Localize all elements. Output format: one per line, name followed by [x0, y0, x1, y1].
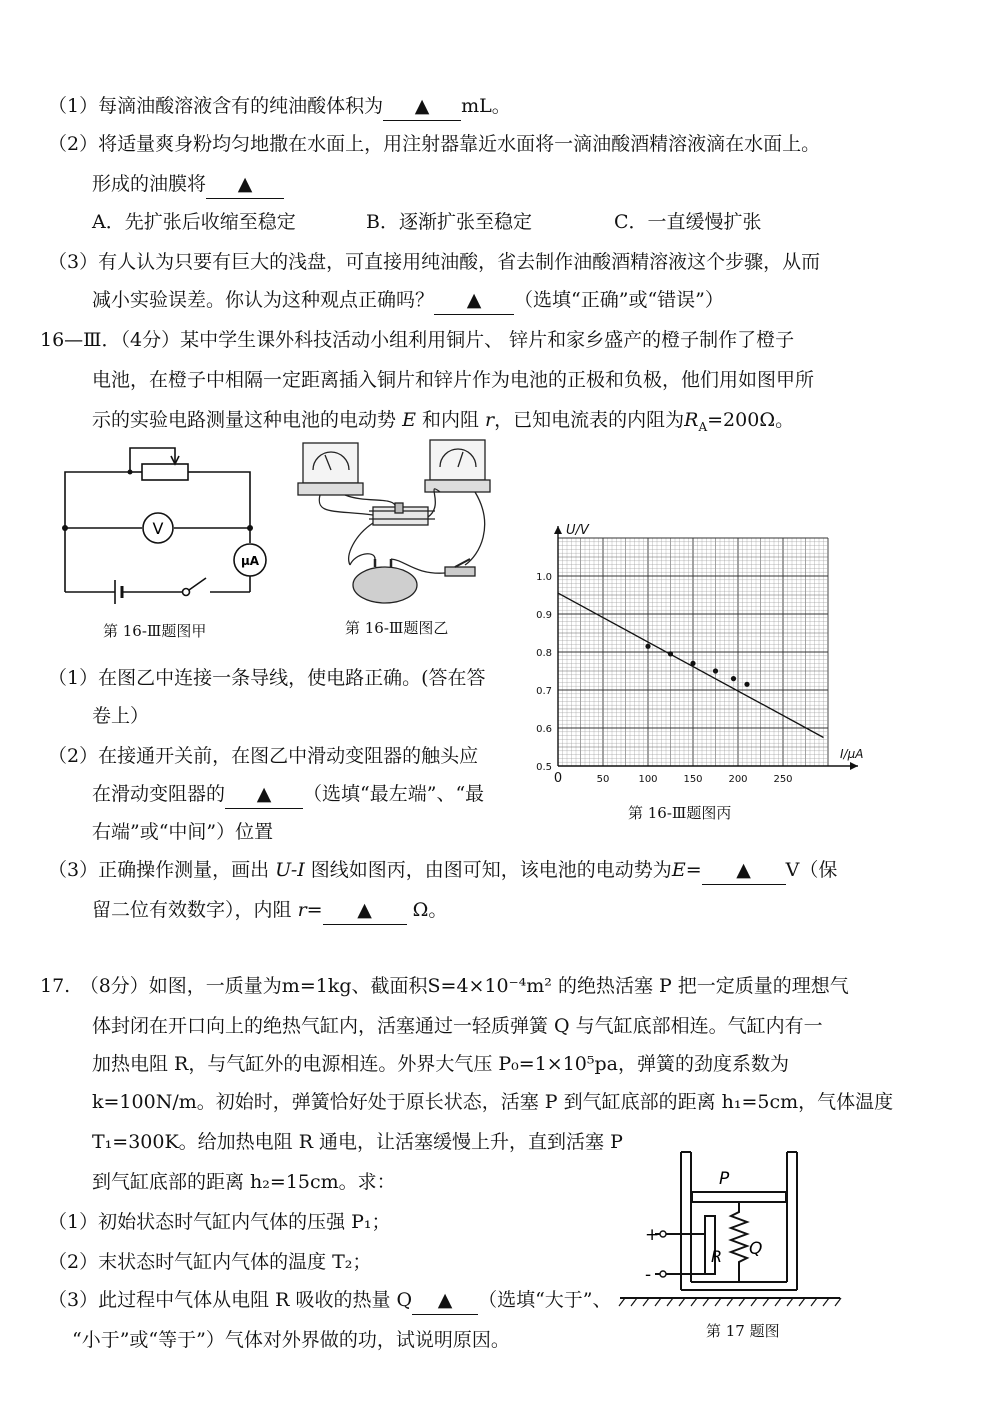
figure-caption-17: 第 17 题图 — [706, 1322, 780, 1340]
q16-head-line2: 电池，在橙子中相隔一定距离插入铜片和锌片作为电池的正极和负极，他们用如图甲所 — [92, 369, 815, 391]
x-tick-label: 50 — [596, 774, 610, 785]
q17-part1: （1）初始状态时气缸内气体的压强 P₁； — [48, 1211, 391, 1233]
answer-blank[interactable]: ▲ — [383, 92, 461, 121]
q15-part2-cont: 形成的油膜将 ▲ — [92, 170, 284, 199]
figure-caption-jia: 第 16-Ⅲ题图甲 — [103, 622, 207, 640]
apparatus-sketch-yi — [295, 435, 520, 605]
q15-part3: （3）有人认为只要有巨大的浅盘，可直接用纯油酸，省去制作油酸酒精溶液这个步骤，从而 — [48, 251, 821, 273]
q16-part3-cont: 留二位有效数字），内阻 r= ▲ Ω。 — [92, 896, 447, 925]
spring-label: Q — [749, 1239, 763, 1259]
data-point — [690, 661, 695, 666]
q16-part1-cont: 卷上） — [92, 705, 150, 727]
q15-part3-cont: 减小实验误差。你认为这种观点正确吗？ ▲ （选填“正确”或“错误”） — [92, 286, 724, 315]
q17-line4: k=100N/m。初始时，弹簧恰好处于原长状态，活塞 P 到气缸底部的距离 h₁=5cm，气体温度 — [92, 1091, 894, 1113]
data-point — [668, 651, 673, 656]
y-axis-label: U/V — [566, 523, 589, 538]
minus-terminal-label: - — [645, 1265, 652, 1285]
q16-part2-cont: 在滑动变阻器的 ▲ （选填“最左端”、“最 — [92, 780, 484, 809]
x-tick-label: 150 — [683, 774, 703, 785]
x-axis-label: I/μA — [840, 747, 864, 761]
plus-terminal-label: + — [645, 1225, 660, 1245]
q16-part3: （3）正确操作测量，画出 U-I 图线如图丙，由图可知，该电池的电动势为E= ▲ V（保 — [48, 856, 837, 885]
y-tick-label: 0.7 — [536, 686, 552, 697]
chart-grid — [558, 538, 828, 766]
q17-line3: 加热电阻 R，与气缸外的电源相连。外界大气压 P₀=1×10⁵pa，弹簧的劲度系数为 — [92, 1053, 789, 1075]
chart-marks — [558, 593, 824, 737]
x-tick-label: 100 — [638, 774, 658, 785]
y-tick-label: 0.9 — [536, 610, 552, 621]
q16-head-line3: 示的实验电路测量这种电池的电动势 E 和内阻 r，已知电流表的内阻为$R_A=200\Omega$。 — [92, 409, 795, 434]
circuit-diagram-jia — [50, 440, 280, 620]
q16-head-line1: 16—Ⅲ．（4分）某中学生课外科技活动小组利用铜片、 锌片和家乡盛产的橙子制作了橙子 — [40, 329, 795, 351]
answer-blank[interactable]: ▲ — [323, 896, 407, 925]
x-axis-arrow — [850, 762, 858, 770]
q17-part3-cont: “小于”或“等于”）气体对外界做的功，试说明原因。 — [72, 1329, 510, 1351]
q17-part2: （2）末状态时气缸内气体的温度 T₂； — [48, 1251, 372, 1273]
voltmeter-label: V — [152, 519, 164, 538]
q15-option-c: C．一直缓慢扩张 — [614, 211, 762, 233]
y-tick-label: 0.6 — [536, 724, 552, 735]
x-tick-label: 250 — [773, 774, 793, 785]
q17-line5: T₁=300K。给加热电阻 R 通电，让活塞缓慢上升，直到活塞 P — [92, 1131, 623, 1153]
q17-line2: 体封闭在开口向上的绝热气缸内，活塞通过一轻质弹簧 Q 与气缸底部相连。气缸内有一 — [92, 1015, 823, 1037]
piston-label: P — [719, 1169, 730, 1189]
figure-caption-yi: 第 16-Ⅲ题图乙 — [345, 619, 449, 637]
cylinder-diagram — [615, 1142, 845, 1312]
q15-option-a: A．先扩张后收缩至稳定 — [92, 211, 296, 233]
answer-blank[interactable]: ▲ — [206, 170, 284, 199]
q17-part3: （3）此过程中气体从电阻 R 吸收的热量 Q ▲ （选填“大于”、 — [48, 1286, 612, 1315]
y-tick-label: 0.5 — [536, 762, 552, 773]
data-point — [731, 676, 736, 681]
fit-line — [558, 593, 824, 737]
q15-part2: （2）将适量爽身粉均匀地撒在水面上，用注射器靠近水面将一滴油酸酒精溶液滴在水面上。 — [48, 133, 821, 155]
data-point — [744, 682, 749, 687]
answer-blank[interactable]: ▲ — [225, 780, 303, 809]
y-axis-arrow — [554, 526, 562, 534]
data-point — [645, 644, 650, 649]
q15-part1: （1）每滴油酸溶液含有的纯油酸体积为 ▲ mL。 — [48, 92, 511, 121]
data-point — [713, 668, 718, 673]
q17-line6: 到气缸底部的距离 h₂=15cm。求： — [92, 1171, 396, 1193]
ui-chart — [530, 518, 875, 790]
q16-part2: （2）在接通开关前，在图乙中滑动变阻器的触头应 — [48, 745, 479, 767]
answer-blank[interactable]: ▲ — [412, 1286, 478, 1315]
y-tick-label: 0.8 — [536, 648, 552, 659]
q15-option-b: B．逐渐扩张至稳定 — [366, 211, 532, 233]
answer-blank[interactable]: ▲ — [434, 286, 514, 315]
y-tick-label: 1.0 — [536, 572, 552, 583]
figure-caption-bing: 第 16-Ⅲ题图丙 — [628, 804, 732, 822]
q16-part1: （1）在图乙中连接一条导线，使电路正确。(答在答 — [48, 667, 486, 689]
x-tick-label: 200 — [728, 774, 748, 785]
microammeter-label: μA — [240, 554, 260, 568]
q17-line1: 17. （8分）如图，一质量为m=1kg、截面积S=4×10⁻⁴m² 的绝热活塞 P 把一定质量的理想气 — [40, 975, 849, 997]
q16-part2-cont2: 右端”或“中间”）位置 — [92, 821, 274, 843]
answer-blank[interactable]: ▲ — [702, 856, 786, 885]
resistor-label: R — [711, 1247, 723, 1266]
x-tick-label: 0 — [553, 771, 563, 786]
